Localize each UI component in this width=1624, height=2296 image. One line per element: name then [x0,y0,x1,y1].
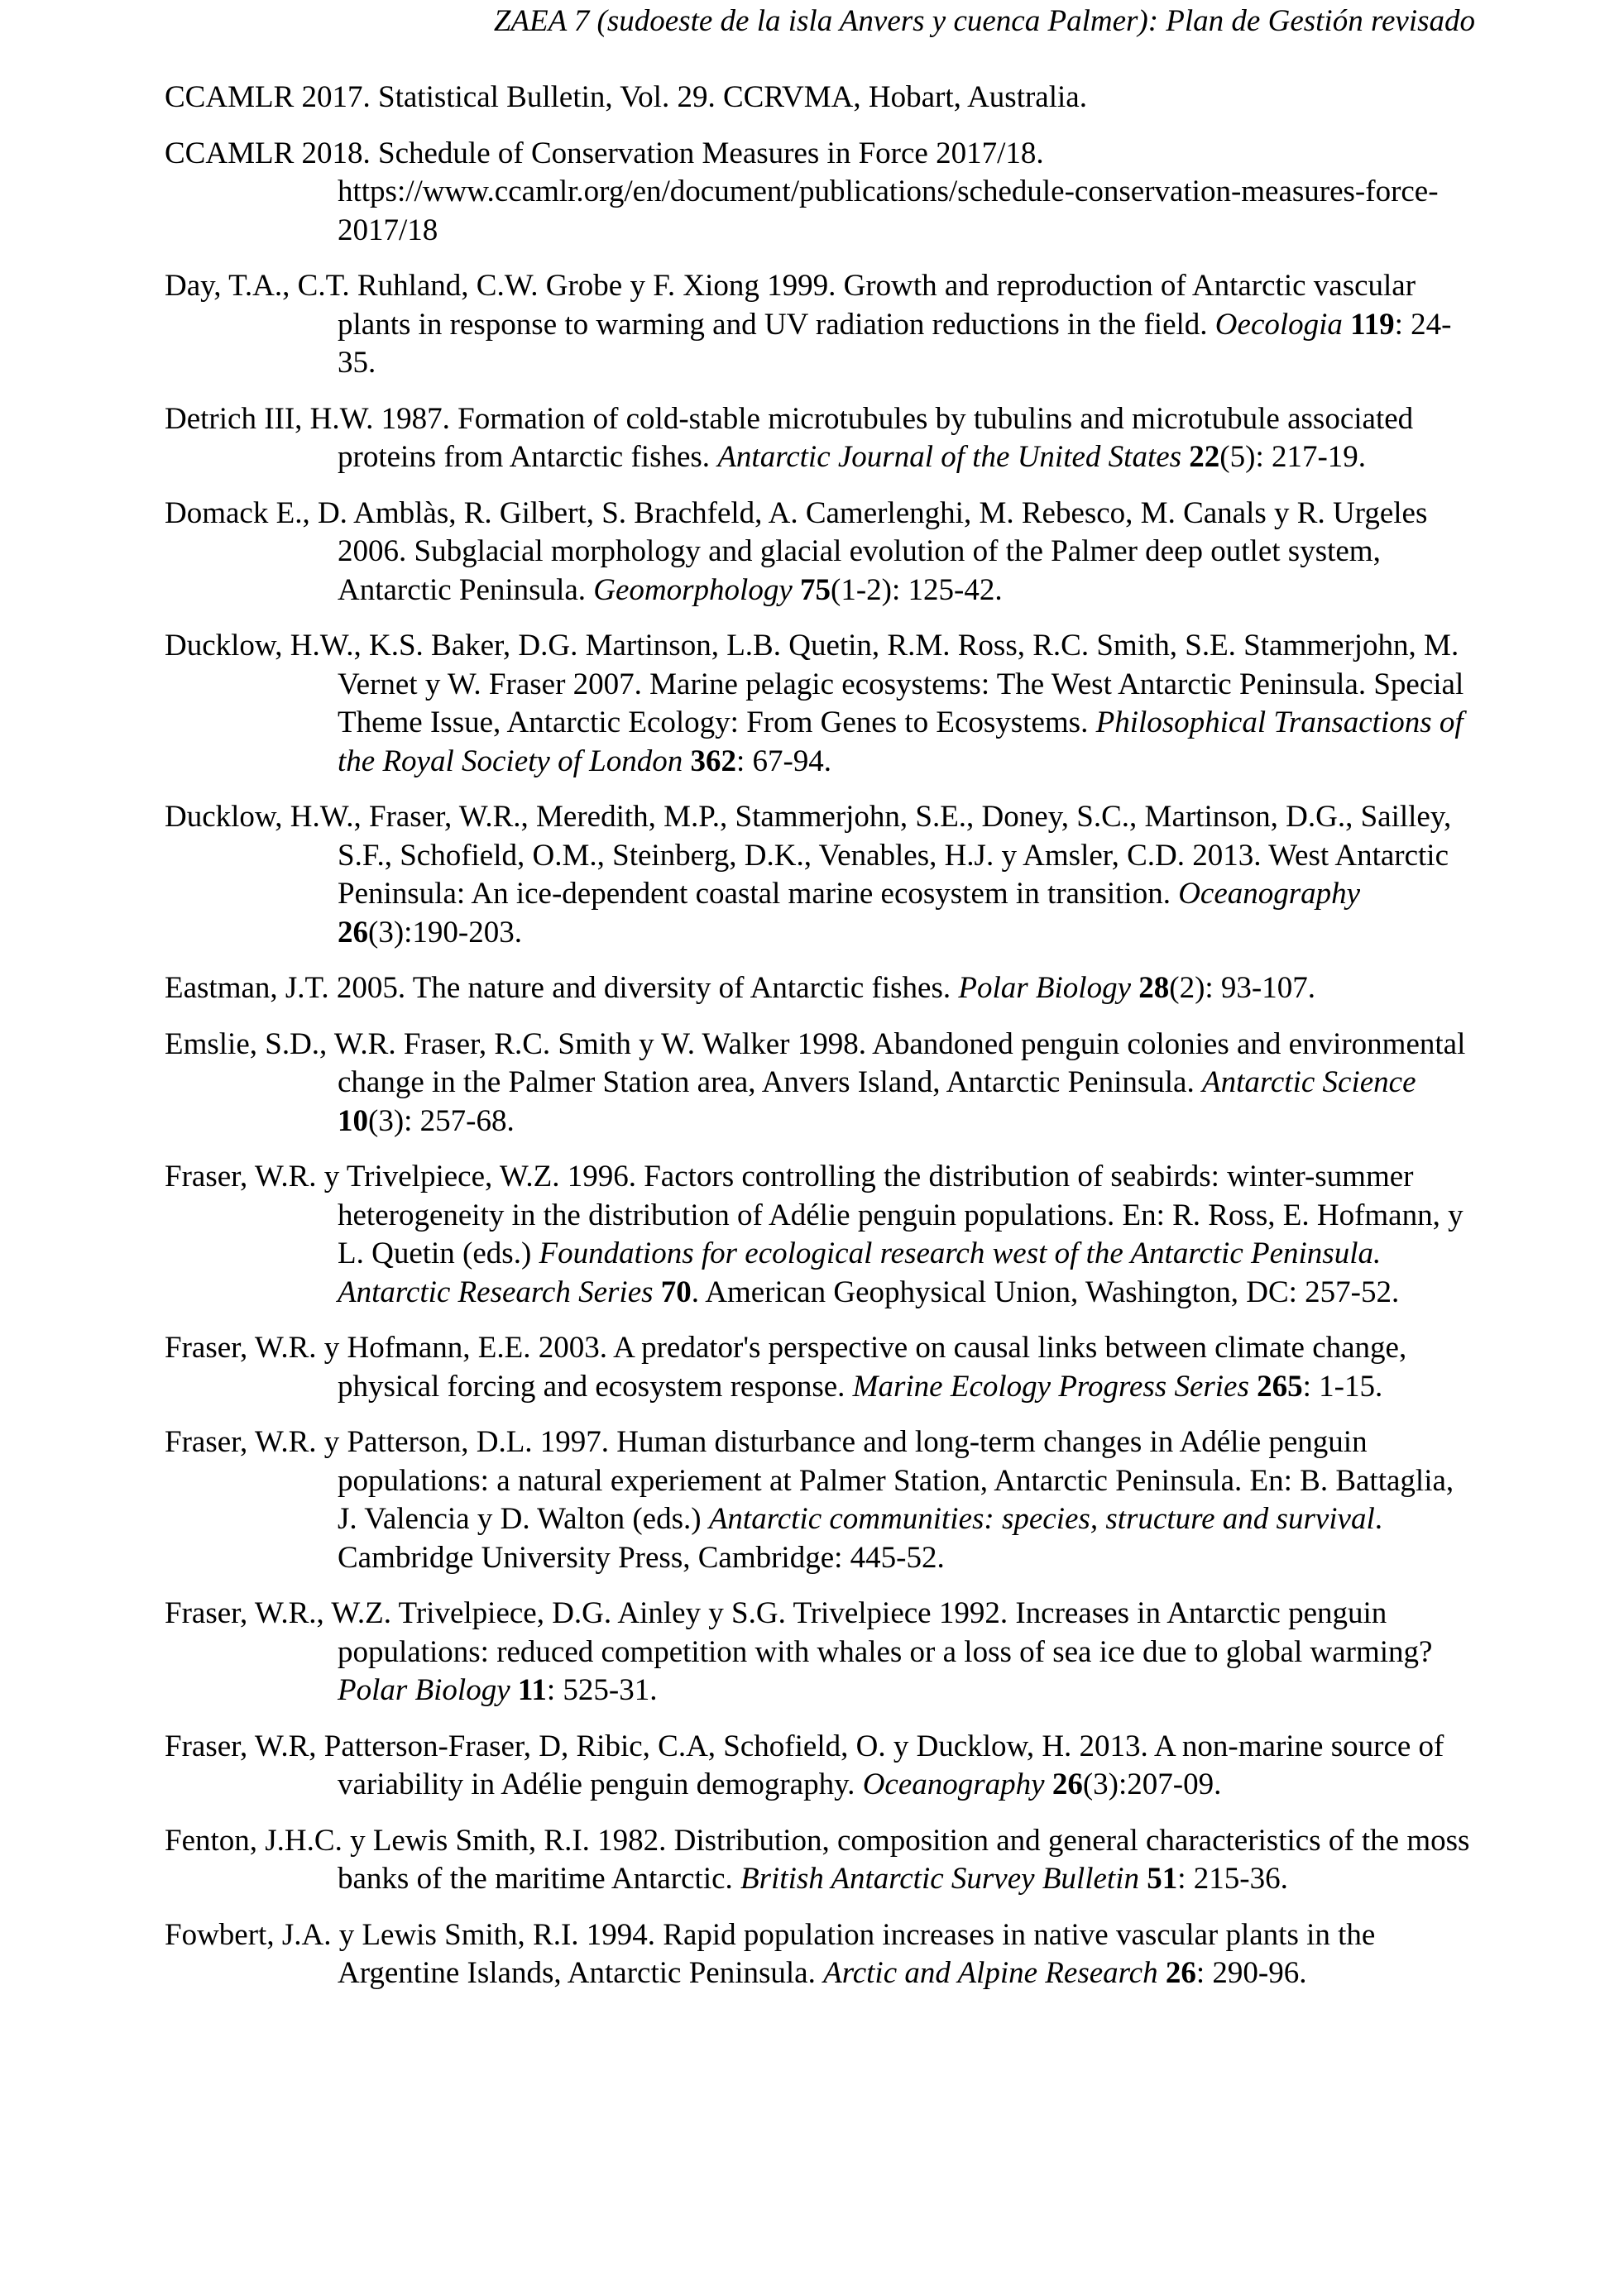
reference-entry: Fraser, W.R. y Trivelpiece, W.Z. 1996. Factors controlling the distribution of seabirds: winter-summer heterogeneity in the distribution of Adélie penguin populations. En: R. Ross, E. Hofmann, y L. Quetin (eds.) Foundations for ecological research west of the Antarctic Peninsula. Antarctic Research Series 70. American Geophysical Union, Washington, DC: 257-52. [165,1160,1464,1309]
journal-title: Oecologia [1214,307,1343,342]
reference-list [165,79,1472,2011]
journal-title: Polar Biology [958,971,1131,1005]
journal-title: Geomorphology [593,572,793,607]
reference-entry: Fraser, W.R. y Patterson, D.L. 1997. Human disturbance and long-term changes in Adélie penguin populations: a natural experiement at Palmer Station, Antarctic Peninsula. En: B. Battaglia, J. Valencia y D. Walton (eds.) Antarctic communities: species, structure and survival. Cambridge University Press, Cambridge: 445-52. [165,1425,1454,1575]
volume-number: 10 [338,1103,368,1138]
journal-title: British Antarctic Survey Bulletin [740,1862,1139,1896]
journal-title: Antarctic Science [1201,1065,1416,1099]
journal-title: Polar Biology [338,1673,510,1707]
reference-entry: CCAMLR 2017. Statistical Bulletin, Vol. 29. CCRVMA, Hobart, Australia. [165,80,1087,114]
volume-number: 26 [338,915,368,949]
journal-title: Philosophical Transactions of the Royal Society of London [338,706,1464,778]
reference-entry: Fenton, J.H.C. y Lewis Smith, R.I. 1982. Distribution, composition and general characteristics of the moss banks of the maritime Antarctic. British Antarctic Survey Bulletin 51: 215-36. [165,1823,1470,1896]
volume-number: 28 [1138,971,1170,1005]
volume-number: 119 [1350,307,1395,342]
reference-entry: Fowbert, J.A. y Lewis Smith, R.I. 1994. Rapid population increases in native vascular plants in the Argentine Islands, Antarctic Peninsula. Arctic and Alpine Research 26: 290-96. [165,1917,1376,1990]
volume-number: 26 [1165,1956,1196,1990]
reference-entry: Domack E., D. Amblàs, R. Gilbert, S. Brachfeld, A. Camerlenghi, M. Rebesco, M. Canals y R. Urgeles 2006. Subglacial morphology and glacial evolution of the Palmer deep outlet system, Antarctic Peninsula. Geomorphology 75(1-2): 125-42. [165,495,1428,607]
volume-number: 265 [1257,1369,1303,1404]
reference-entry: Ducklow, H.W., Fraser, W.R., Meredith, M.P., Stammerjohn, S.E., Doney, S.C., Martinson, D.G., Sailley, S.F., Schofield, O.M., Steinberg, D.K., Venables, H.J. y Amsler, C.D. 2013. West Antarctic Peninsula: An ice-dependent coastal marine ecosystem in transition. Oceanography 26(3):190-203. [165,800,1452,949]
reference-entry: Fraser, W.R. y Hofmann, E.E. 2003. A predator's perspective on causal links between climate change, physical forcing and ecosystem response. Marine Ecology Progress Series 265: 1-15. [165,1331,1407,1404]
volume-number: 362 [690,744,736,778]
volume-number: 26 [1052,1767,1083,1801]
reference-entry: Fraser, W.R, Patterson-Fraser, D, Ribic, C.A, Schofield, O. y Ducklow, H. 2013. A non-marine source of variability in Adélie penguin demography. Oceanography 26(3):207-09. [165,1729,1444,1801]
reference-entry: Eastman, J.T. 2005. The nature and diversity of Antarctic fishes. Polar Biology 28(2): 93-107. [165,971,1315,1005]
journal-title: Foundations for ecological research west of the Antarctic Peninsula. Antarctic Research Series [338,1236,1382,1309]
reference-entry: Ducklow, H.W., K.S. Baker, D.G. Martinson, L.B. Quetin, R.M. Ross, R.C. Smith, S.E. Stammerjohn, M. Vernet y W. Fraser 2007. Marine pelagic ecosystems: The West Antarctic Peninsula. Special Theme Issue, Antarctic Ecology: From Genes to Ecosystems. Philosophical Transactions of the Royal Society of London 362: 67-94. [165,629,1464,778]
volume-number: 51 [1147,1862,1178,1896]
journal-title: Oceanography [862,1767,1045,1801]
reference-entry: CCAMLR 2018. Schedule of Conservation Measures in Force 2017/18. https://www.ccamlr.org/en/document/publications/schedule-conservation-measures-force-2017/18 [165,136,1439,247]
reference-entry: Day, T.A., C.T. Ruhland, C.W. Grobe y F. Xiong 1999. Growth and reproduction of Antarctic vascular plants in response to warming and UV radiation reductions in the field. Oecologia 119: 24-35. [165,269,1452,380]
journal-title: Marine Ecology Progress Series [852,1369,1249,1404]
volume-number: 11 [517,1673,547,1707]
volume-number: 22 [1189,440,1220,474]
volume-number: 70 [660,1275,692,1309]
running-header: ZAEA 7 (sudoeste de la isla Anvers y cuenca Palmer): Plan de Gestión revisado [493,4,1475,38]
reference-entry: Detrich III, H.W. 1987. Formation of cold-stable microtubules by tubulins and microtubule associated proteins from Antarctic fishes. Antarctic Journal of the United States 22(5): 217-19. [165,401,1414,474]
journal-title: Antarctic communities: species, structure and survival [708,1502,1375,1536]
journal-title: Arctic and Alpine Research [823,1956,1158,1990]
volume-number: 75 [800,572,831,607]
reference-entry: Emslie, S.D., W.R. Fraser, R.C. Smith y W. Walker 1998. Abandoned penguin colonies and environmental change in the Palmer Station area, Anvers Island, Antarctic Peninsula. Antarctic Science 10(3): 257-68. [165,1026,1466,1138]
reference-entry: Fraser, W.R., W.Z. Trivelpiece, D.G. Ainley y S.G. Trivelpiece 1992. Increases in Antarctic penguin populations: reduced competition with whales or a loss of sea ice due to global warming? Polar Biology 11: 525-31. [165,1596,1433,1707]
journal-title: Antarctic Journal of the United States [717,440,1182,474]
journal-title: Oceanography [1178,877,1361,911]
